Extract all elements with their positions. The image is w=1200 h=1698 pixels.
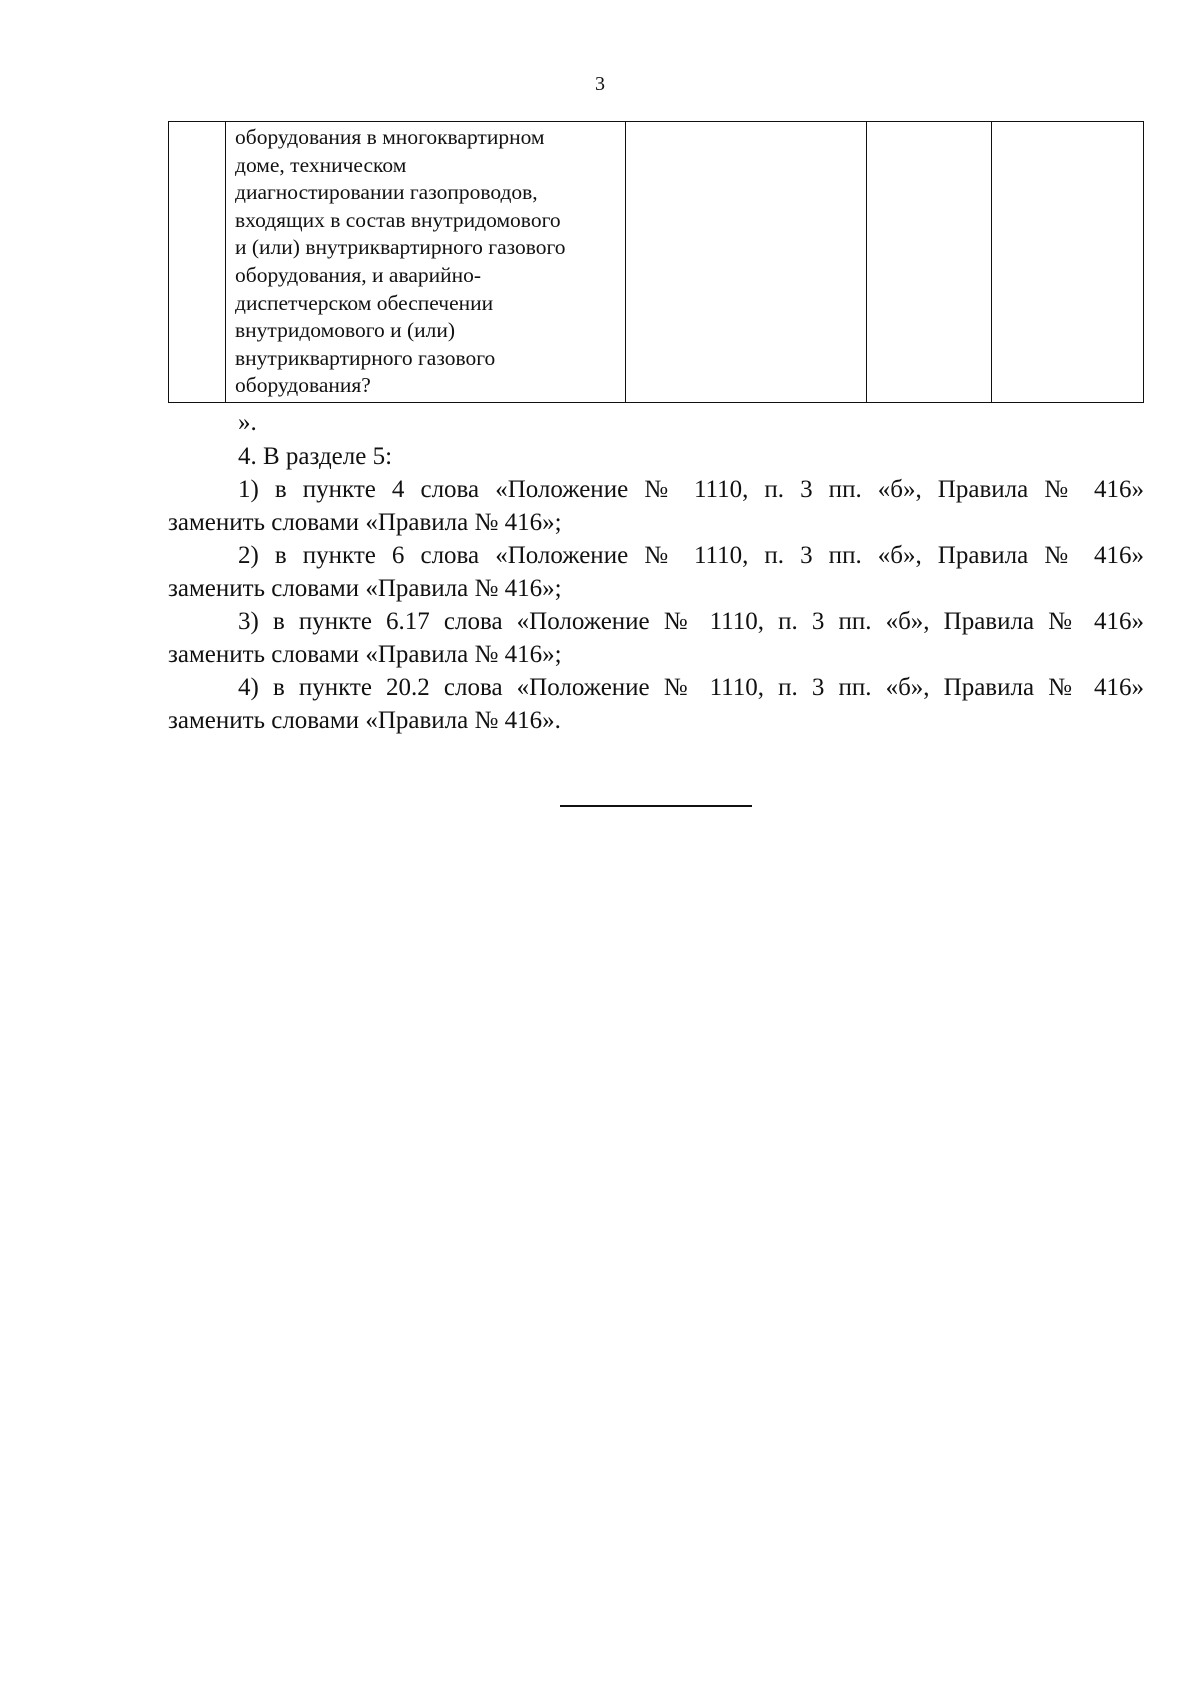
amendment-item-replacement: заменить словами «Правила № 416»; bbox=[168, 641, 562, 668]
amendment-item-text: 4) в пункте 20.2 слова «Положение № 1110, п. 3 пп. «б», Правила № 416» bbox=[238, 674, 1144, 701]
amendment-item-text: 1) в пункте 4 слова «Положение № 1110, п. 3 пп. «б», Правила № 416» bbox=[238, 476, 1144, 503]
amendment-item-text: 2) в пункте 6 слова «Положение № 1110, п. 3 пп. «б», Правила № 416» bbox=[238, 542, 1144, 569]
page-number: 3 bbox=[595, 73, 605, 95]
section-heading: 4. В разделе 5: bbox=[238, 443, 393, 470]
end-of-document-rule bbox=[560, 805, 752, 807]
amendment-item-replacement: заменить словами «Правила № 416»; bbox=[168, 509, 562, 536]
checklist-table-fragment bbox=[168, 121, 1144, 403]
amendment-item-1 bbox=[168, 473, 1144, 539]
table-row bbox=[169, 122, 1144, 403]
table-cell-answer bbox=[867, 122, 992, 403]
table-cell-question bbox=[226, 122, 626, 403]
amendment-item-2 bbox=[168, 539, 1144, 605]
table-cell-requisites bbox=[626, 122, 867, 403]
amendment-item-3 bbox=[168, 605, 1144, 671]
amendment-section bbox=[168, 440, 1144, 737]
table-cell-number bbox=[169, 122, 226, 403]
amendment-item-4 bbox=[168, 671, 1144, 737]
amendment-item-replacement: заменить словами «Правила № 416». bbox=[168, 707, 561, 734]
question-text: оборудования в многоквартирном доме, техническом диагностировании газопроводов, входящих в состав внутридомового и (или) внутриквартирного газового оборудования, и аварийно- диспетчерском обеспечении внутридомового и (или) внутриквартирного газового оборудования? bbox=[235, 125, 566, 398]
amendment-item-text: 3) в пункте 6.17 слова «Положение № 1110, п. 3 пп. «б», Правила № 416» bbox=[238, 608, 1144, 635]
closing-quote: ». bbox=[238, 409, 257, 436]
amendment-item-replacement: заменить словами «Правила № 416»; bbox=[168, 575, 562, 602]
table-cell-note bbox=[992, 122, 1144, 403]
